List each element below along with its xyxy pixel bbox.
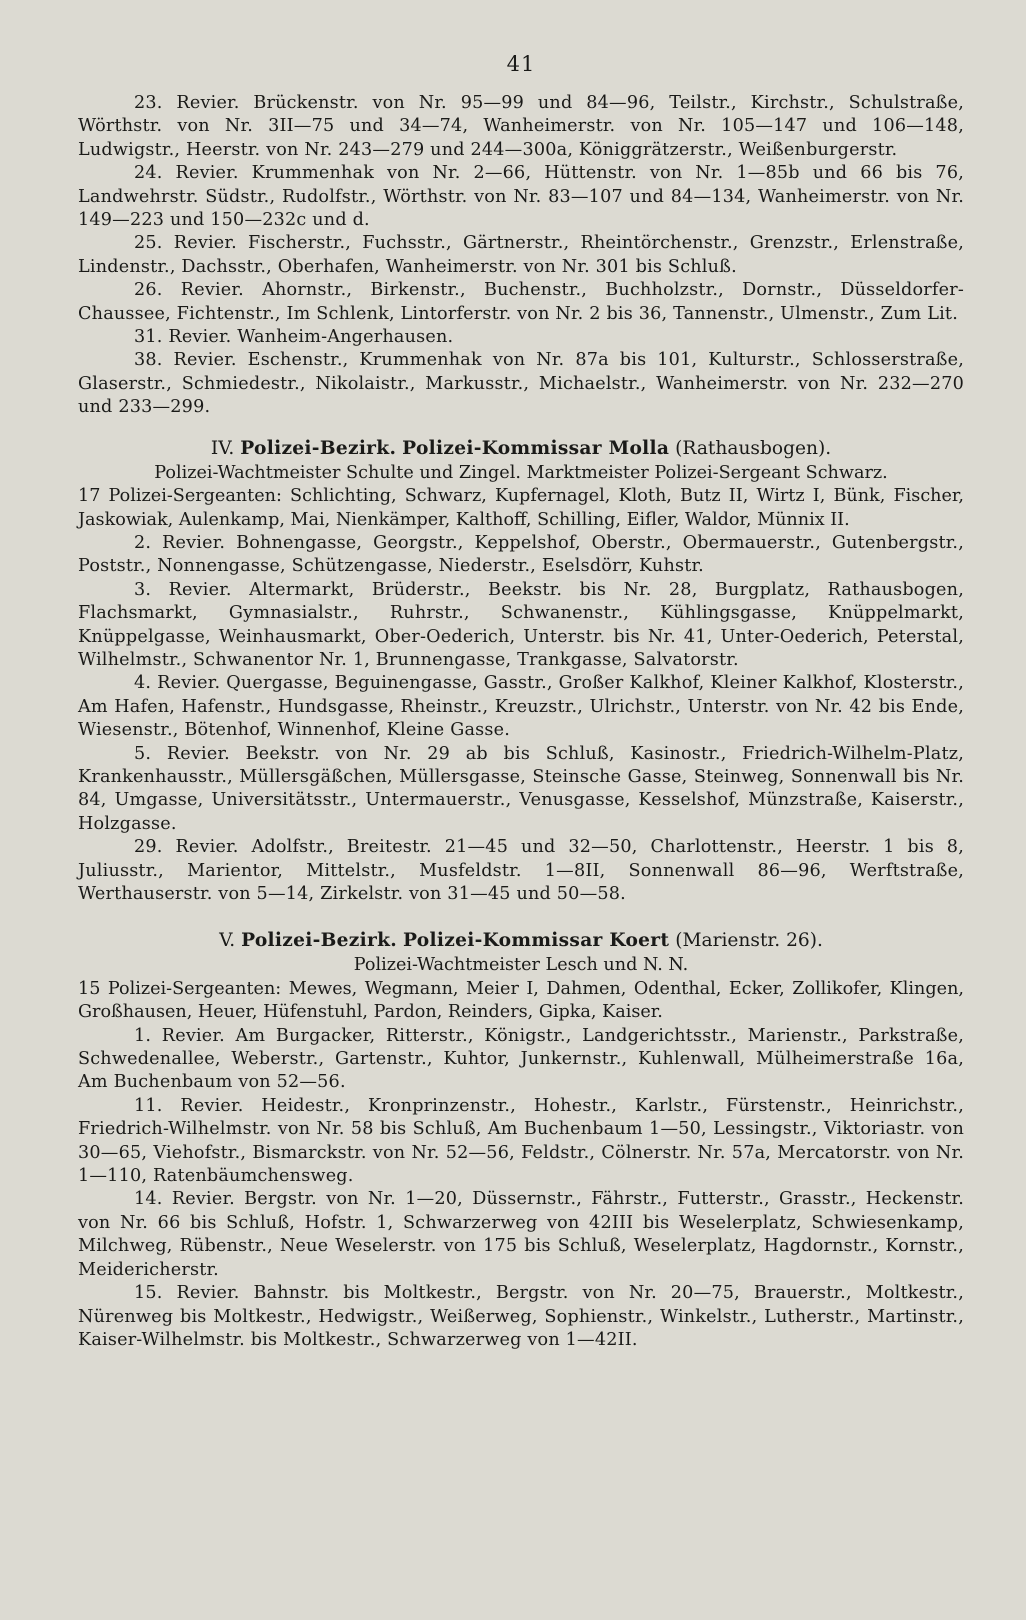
section-iv-body [78,462,964,907]
section-v-heading [78,928,964,954]
section-v-bezirk: Polizei-Bezirk. [241,930,398,952]
revier-paragraph: 26. Revier. Ahornstr., Birkenstr., Buchenstr., Buchholzstr., Dornstr., Düsseldorfer-Chaussee, Fichtenstr., Im Schlenk, Lintorferstr. von Nr. 2 bis 36, Tannenstr., Ulmenstr., Zum Lit. [78,280,964,324]
section-v-numeral: V. [219,930,236,952]
section-iv-heading [78,436,964,462]
revier-paragraph: 38. Revier. Eschenstr., Krummenhak von Nr. 87a bis 101, Kulturstr., Schlosserstraße, Glaserstr., Schmiedestr., Nikolaistr., Markusstr., Michaelstr., Wanheimerstr. von Nr. 232—270 und 233—299. [78,350,964,418]
revier-paragraph: 14. Revier. Bergstr. von Nr. 1—20, Düssernstr., Fährstr., Futterstr., Grasstr., Heckenstr. von Nr. 66 bis Schluß, Hofstr. 1, Schwarzerweg von 42III bis Weselerplatz, Schwiesenkamp, Milchweg, Rübenstr., Neue Weselerstr. von 175 bis Schluß, Weselerplatz, Hagdornstr., Kornstr., Meidericherstr. [78,1189,964,1280]
revier-paragraph: 25. Revier. Fischerstr., Fuchsstr., Gärtnerstr., Rheintörchenstr., Grenzstr., Erlenstraße, Lindenstr., Dachsstr., Oberhafen, Wanheimerstr. von Nr. 301 bis Schluß. [78,233,964,277]
section-iv-staff: Polizei-Wachtmeister Schulte und Zingel. Marktmeister Polizei-Sergeant Schwarz. [154,462,888,483]
revier-paragraph: 11. Revier. Heidestr., Kronprinzenstr., Hohestr., Karlstr., Fürstenstr., Heinrichstr., Friedrich-Wilhelmstr. von Nr. 58 bis Schluß, Am Buchenbaum 1—50, Lessingstr., Viktoriastr. von 30—65, Viehofstr., Bismarckstr. von Nr. 52—56, Feldstr., Cölnerstr. Nr. 57a, Mercatorstr. von Nr. 1—110, Ratenbäumchensweg. [78,1095,964,1187]
revier-paragraph: 24. Revier. Krummenhak von Nr. 2—66, Hüttenstr. von Nr. 1—85b und 66 bis 76, Landwehrstr. Südstr., Rudolfstr., Wörthstr. von Nr. 83—107 und 84—134, Wanheimerstr. von Nr. 149—223 und 150—232c und d. [78,163,964,231]
revier-paragraph: 23. Revier. Brückenstr. von Nr. 95—99 und 84—96, Teilstr., Kirchstr., Schulstraße, Wörthstr. von Nr. 3II—75 und 34—74, Wanheimerstr. von Nr. 105—147 und 106—148, Ludwigstr., Heerstr. von Nr. 243—279 und 244—300a, Königgrätzerstr., Weißenburgerstr. [78,93,964,160]
section-v-body [78,954,964,1352]
section-iv-location: (Rathausbogen). [675,437,832,459]
page-number: 41 [506,52,536,76]
section-iii-continuation [78,92,964,420]
section-iv-numeral: IV. [210,437,235,459]
revier-paragraph: 15. Revier. Bahnstr. bis Moltkestr., Bergstr. von Nr. 20—75, Brauerstr., Moltkestr., Nürenweg bis Moltkestr., Hedwigstr., Weißerweg, Sophienstr., Winkelstr., Lutherstr., Martinstr., Kaiser-Wilhelmstr. bis Moltkestr., Schwarzerweg von 1—42II. [78,1283,964,1350]
section-v-sergeants: 15 Polizei-Sergeanten: Mewes, Wegmann, Meier I, Dahmen, Odenthal, Ecker, Zollikofer, Klingen, Großhausen, Heuer, Hüfenstuhl, Pardon, Reinders, Gipka, Kaiser. [78,978,964,1023]
revier-paragraph: 29. Revier. Adolfstr., Breitestr. 21—45 und 32—50, Charlottenstr., Heerstr. 1 bis 8, Juliusstr., Marientor, Mittelstr., Musfeldstr. 1—8II, Sonnenwall 86—96, Werftstraße, Werthauserstr. von 5—14, Zirkelstr. von 31—45 und 50—58. [78,837,964,904]
revier-paragraph: 4. Revier. Quergasse, Beguinengasse, Gasstr., Großer Kalkhof, Kleiner Kalkhof, Klosterstr., Am Hafen, Hafenstr., Hundsgasse, Rheinstr., Kreuzstr., Ulrichstr., Unterstr. von Nr. 42 bis Ende, Wiesenstr., Bötenhof, Winnenhof, Kleine Gasse. [78,673,964,741]
revier-paragraph: 2. Revier. Bohnengasse, Georgstr., Keppelshof, Oberstr., Obermauerstr., Gutenbergstr., Poststr., Nonnengasse, Schützengasse, Niederstr., Eselsdörr, Kuhstr. [78,532,964,577]
section-v-staff: Polizei-Wachtmeister Lesch und N. N. [353,955,689,976]
section-v-location: (Marienstr. 26). [675,930,823,952]
revier-paragraph: 31. Revier. Wanheim-Angerhausen. [134,327,454,348]
revier-paragraph: 3. Revier. Altermarkt, Brüderstr., Beekstr. bis Nr. 28, Burgplatz, Rathausbogen, Flachsmarkt, Gymnasialstr., Ruhrstr., Schwanenstr., Kühlingsgasse, Knüppelmarkt, Knüppelgasse, Weinhausmarkt, Ober-Oederich, Unterstr. bis Nr. 41, Unter-Oederich, Peterstal, Wilhelmstr., Schwanentor Nr. 1, Brunnengasse, Trankgasse, Salvatorstr. [78,579,964,670]
revier-paragraph: 1. Revier. Am Burgacker, Ritterstr., Königstr., Landgerichtsstr., Marienstr., Parkstraße, Schwedenallee, Weberstr., Gartenstr., Kuhtor, Junkernstr., Kuhlenwall, Mülheimerstraße 16a, Am Buchenbaum von 52—56. [78,1025,964,1093]
revier-paragraph: 5. Revier. Beekstr. von Nr. 29 ab bis Schluß, Kasinostr., Friedrich-Wilhelm-Platz, Krankenhausstr., Müllersgäßchen, Müllersgasse, Steinsche Gasse, Steinweg, Sonnenwall bis Nr. 84, Umgasse, Universitätsstr., Untermauerstr., Venusgasse, Kesselshof, Münzstraße, Kaiserstr., Holzgasse. [78,743,964,834]
section-iv-sergeants: 17 Polizei-Sergeanten: Schlichting, Schwarz, Kupfernagel, Kloth, Butz II, Wirtz I, Bünk, Fischer, Jaskowiak, Aulenkamp, Mai, Nienkämper, Kalthoff, Schilling, Eifler, Waldor, Münnix II. [78,486,964,530]
section-iv-bezirk: Polizei-Bezirk. [240,437,397,459]
section-iv-kommissar: Polizei-Kommissar Molla [402,437,670,459]
section-v-kommissar: Polizei-Kommissar Koert [403,930,670,952]
